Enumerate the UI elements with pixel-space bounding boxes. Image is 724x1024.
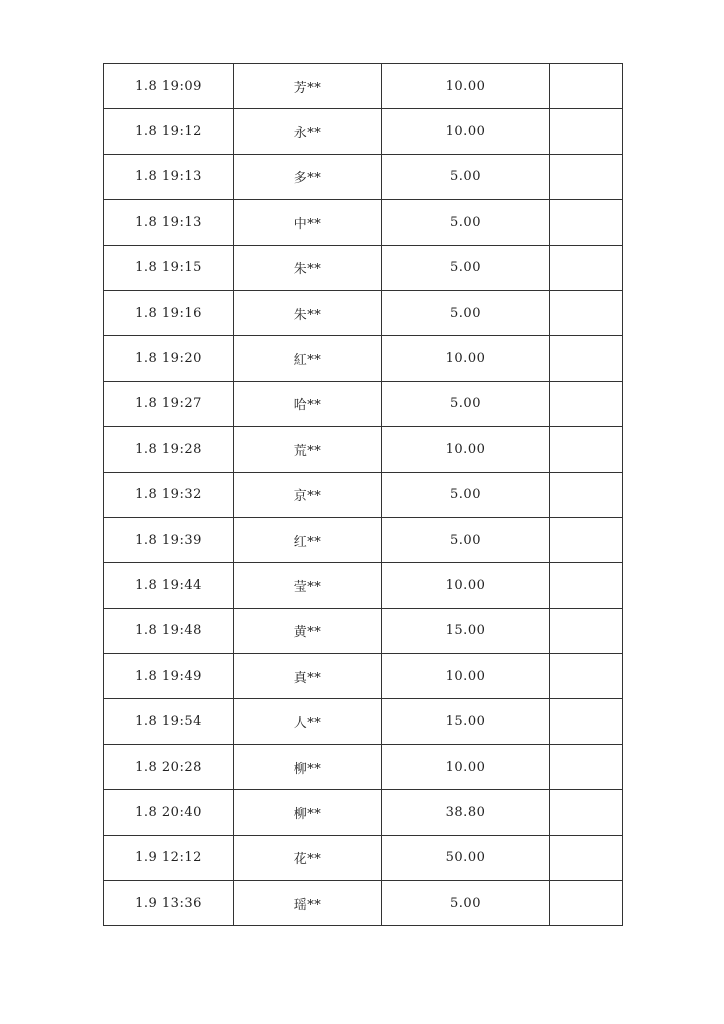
table-row [104, 290, 623, 335]
donor-name-cell: 永** [234, 109, 382, 154]
donation-amount-cell: 5.00 [382, 881, 550, 926]
note-cell [550, 517, 623, 562]
donor-name-cell: 京** [234, 472, 382, 517]
donation-amount-cell: 5.00 [382, 245, 550, 290]
donor-name-cell: 红** [234, 517, 382, 562]
donation-time-cell: 1.8 19:54 [104, 699, 234, 744]
donor-name-cell: 哈** [234, 381, 382, 426]
donation-time-cell: 1.9 12:12 [104, 835, 234, 880]
note-cell [550, 608, 623, 653]
donor-name-cell: 柳** [234, 790, 382, 835]
note-cell [550, 654, 623, 699]
note-cell [550, 472, 623, 517]
donation-amount-cell: 5.00 [382, 472, 550, 517]
table-row [104, 64, 623, 109]
donation-time-cell: 1.8 19:39 [104, 517, 234, 562]
note-cell [550, 109, 623, 154]
table-row [104, 563, 623, 608]
note-cell [550, 200, 623, 245]
donation-time-cell: 1.8 19:16 [104, 290, 234, 335]
donation-amount-cell: 5.00 [382, 517, 550, 562]
table-row [104, 200, 623, 245]
donor-name-cell: 花** [234, 835, 382, 880]
donation-time-cell: 1.8 19:09 [104, 64, 234, 109]
donor-name-cell: 莹** [234, 563, 382, 608]
donation-time-cell: 1.8 19:49 [104, 654, 234, 699]
donation-amount-cell: 5.00 [382, 200, 550, 245]
table-row [104, 154, 623, 199]
donation-amount-cell: 10.00 [382, 109, 550, 154]
table-row [104, 336, 623, 381]
table-row [104, 744, 623, 789]
table-row [104, 472, 623, 517]
note-cell [550, 336, 623, 381]
donation-amount-cell: 10.00 [382, 64, 550, 109]
donation-time-cell: 1.8 19:27 [104, 381, 234, 426]
donor-name-cell: 多** [234, 154, 382, 199]
table-row [104, 790, 623, 835]
donation-amount-cell: 5.00 [382, 381, 550, 426]
donor-name-cell: 荒** [234, 427, 382, 472]
note-cell [550, 563, 623, 608]
donor-name-cell: 黄** [234, 608, 382, 653]
note-cell [550, 64, 623, 109]
donation-amount-cell: 5.00 [382, 154, 550, 199]
donation-amount-cell: 15.00 [382, 699, 550, 744]
donation-time-cell: 1.8 19:13 [104, 154, 234, 199]
table-row [104, 699, 623, 744]
note-cell [550, 427, 623, 472]
donation-time-cell: 1.8 19:12 [104, 109, 234, 154]
table-row [104, 881, 623, 926]
donor-name-cell: 瑶** [234, 881, 382, 926]
donor-name-cell: 中** [234, 200, 382, 245]
donation-amount-cell: 5.00 [382, 290, 550, 335]
note-cell [550, 744, 623, 789]
table-row [104, 109, 623, 154]
note-cell [550, 245, 623, 290]
note-cell [550, 881, 623, 926]
note-cell [550, 790, 623, 835]
donation-amount-cell: 10.00 [382, 427, 550, 472]
table-row [104, 381, 623, 426]
table-row [104, 654, 623, 699]
donor-name-cell: 朱** [234, 290, 382, 335]
donation-time-cell: 1.8 19:20 [104, 336, 234, 381]
donation-time-cell: 1.8 19:32 [104, 472, 234, 517]
donation-time-cell: 1.8 19:48 [104, 608, 234, 653]
donation-time-cell: 1.8 20:40 [104, 790, 234, 835]
donation-amount-cell: 15.00 [382, 608, 550, 653]
table-row [104, 245, 623, 290]
note-cell [550, 699, 623, 744]
table-row [104, 835, 623, 880]
donation-amount-cell: 10.00 [382, 563, 550, 608]
donation-time-cell: 1.8 19:13 [104, 200, 234, 245]
table-row [104, 608, 623, 653]
table-row [104, 517, 623, 562]
donation-time-cell: 1.8 19:28 [104, 427, 234, 472]
donation-table-body [104, 64, 623, 926]
note-cell [550, 835, 623, 880]
donation-time-cell: 1.8 20:28 [104, 744, 234, 789]
donor-name-cell: 紅** [234, 336, 382, 381]
donation-amount-cell: 38.80 [382, 790, 550, 835]
donor-name-cell: 人** [234, 699, 382, 744]
donor-name-cell: 朱** [234, 245, 382, 290]
donation-amount-cell: 10.00 [382, 336, 550, 381]
donation-time-cell: 1.8 19:44 [104, 563, 234, 608]
donor-name-cell: 芳** [234, 64, 382, 109]
donation-table [103, 63, 623, 926]
table-row [104, 427, 623, 472]
donation-amount-cell: 10.00 [382, 744, 550, 789]
note-cell [550, 154, 623, 199]
donor-name-cell: 真** [234, 654, 382, 699]
note-cell [550, 381, 623, 426]
donation-amount-cell: 50.00 [382, 835, 550, 880]
donation-time-cell: 1.8 19:15 [104, 245, 234, 290]
donation-amount-cell: 10.00 [382, 654, 550, 699]
donation-time-cell: 1.9 13:36 [104, 881, 234, 926]
donor-name-cell: 柳** [234, 744, 382, 789]
note-cell [550, 290, 623, 335]
